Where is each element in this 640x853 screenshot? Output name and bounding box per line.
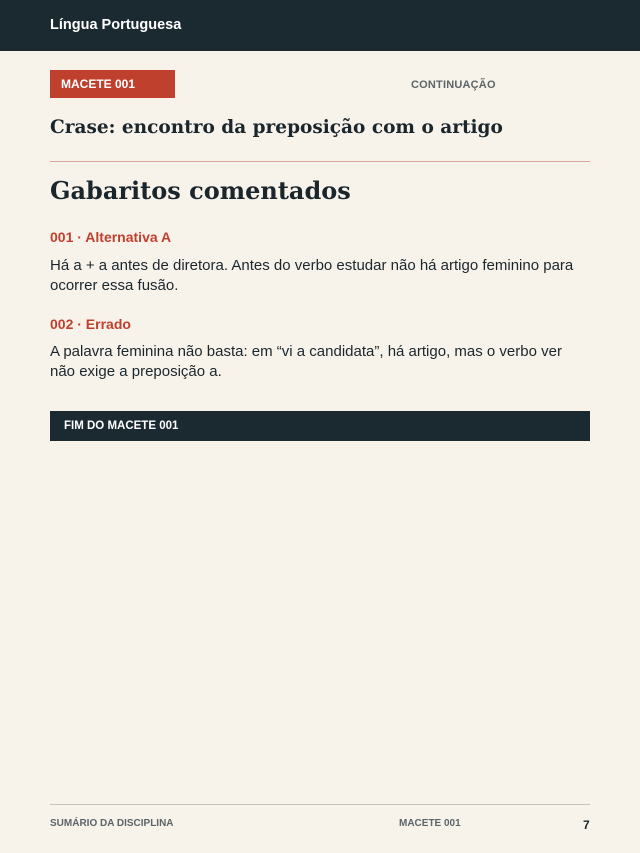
- answer-text: Há a + a antes de diretora. Antes do verbo estudar não há artigo feminino para ocorrer essa fusão.: [50, 257, 574, 294]
- answer-text: A palavra feminina não basta: em “vi a candidata”, há artigo, mas o verbo ver não exige a preposição a.: [50, 343, 562, 380]
- footer-divider: [50, 804, 590, 805]
- top-bar: [0, 0, 640, 51]
- page-number: 7: [583, 818, 590, 832]
- divider: [50, 161, 590, 162]
- answer-label: 002 · Errado: [50, 316, 131, 332]
- answer-label: 001 · Alternativa A: [50, 229, 172, 245]
- footer-macete-label: MACETE 001: [399, 818, 461, 829]
- continuation-label: CONTINUAÇÃO: [411, 79, 496, 91]
- end-banner: FIM DO MACETE 001: [50, 411, 590, 441]
- section-title: Crase: encontro da preposição com o artigo: [50, 117, 503, 138]
- macete-tag: MACETE 001: [50, 70, 175, 98]
- subject-title: Língua Portuguesa: [50, 17, 182, 33]
- page-heading: Gabaritos comentados: [50, 176, 351, 205]
- footer-section-label: SUMÁRIO DA DISCIPLINA: [50, 818, 174, 829]
